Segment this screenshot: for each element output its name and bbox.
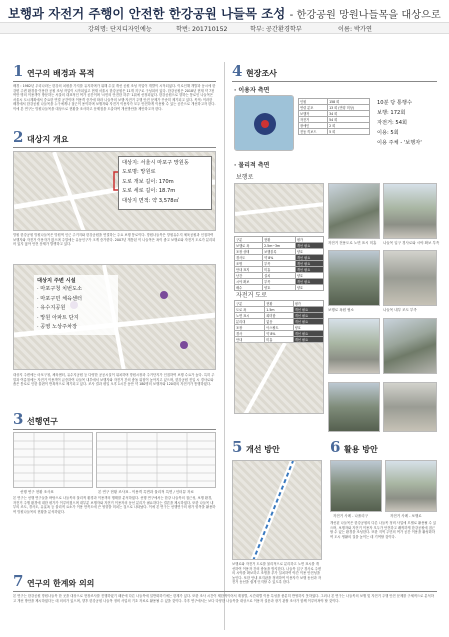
improvement-plan-graphic (233, 461, 322, 560)
table-cell: 2.5m~3m (263, 243, 296, 249)
paragraph: 망원 한강공원 망원나들목은 망원역 인근 주거지와 한강공원을 연결하는 주요 보행 통로이다. 망원나들목은 망원유수지 체육공원과 인접하여 보행자와 자전거 이용자가 많으며 주말에는 유동인구가 크게 증가한다. 2007년 개통된 이 나들목은 폭이 좁고 보행로와 자전거 도로가 분리되어 있지 않아 안전 문제가 발생하고 있다. (13, 233, 216, 247)
table-cell: 약 8% (263, 255, 296, 261)
table-cell: 미흡 (265, 337, 293, 343)
table-cell: 시야 확보 (235, 279, 263, 285)
section-number: 6 (330, 438, 341, 456)
section-number: 4 (232, 62, 243, 80)
table-cell: 양호 (295, 249, 323, 255)
table-cell: 경사도 (235, 255, 263, 261)
table-cell: 5 회 (328, 129, 370, 135)
caption: 선행 연구 현황 조사표 (20, 490, 54, 494)
table-cell: 난간 (235, 273, 263, 279)
section-title: 대상지 개요 (27, 135, 69, 144)
section-number: 2 (13, 128, 24, 146)
facility-item: · 마포구청 치번도소 (37, 286, 83, 292)
divider (13, 429, 216, 430)
case-photo (330, 460, 382, 512)
paragraph: 배경 : 1982년 우리나라는 한강의 치평을 가지를 유지하며가 위해 수질 개선 공원 조성 작업이 개발이 시작되었다. 이로인해 개발과 동시에 한강변 주변 환경을 이용한 공원 조성 작업이 시작되었고 현재 서울시 한강공원은 11개 지구로 구성되어 있다. 한강공원은 2018년 현재 약 7천여만 명의 이용객이 방문하는 서울의 대표적인 여가 공간이며 '시민의 안전한 하루' 1위에 선정되었다. 한강공원으로 향하는 통로인 나들목은 서울시 도시계획에서 중요한 연결 공간이며 이용객 증가에 따라 나들목의 보행·자전거 주행 안전 문제가 꾸준히 제기되고 있다. 목적: 이러한 배경에서 한강공원 나들목을 누구에게나 접근이 용이하며 보행자와 자전거 이용자가 모두 안전하게 이용할 수 있는 공간으로 개선하고자 한다. 이에 본 연구는 망원나들목을 대상으로 현황을 조사하고 문제점을 도출하여 개선방안을 제안하고자 한다. (13, 84, 216, 111)
table-cell: 부족 (263, 279, 296, 285)
traffic-stat: 이용: 5회 (377, 130, 399, 136)
site-summary-road: 도로명: 망원로 (122, 169, 156, 176)
caption: 자전거 사례 - 나폴리구 (333, 514, 369, 518)
section-title: 개선 방안 (246, 445, 280, 454)
department: 학부: 공간환경학부 (250, 26, 302, 33)
table-cell: 구분 (235, 301, 265, 307)
table-cell: 조명 (235, 261, 263, 267)
prior-study-table-image (13, 432, 93, 488)
table-cell: 양호 (293, 325, 323, 331)
poster-title: 보행과 자전거 주행이 안전한 한강공원 나들목 조성 - 한강공원 망원나들목을 대상으로 (8, 6, 441, 21)
site-photo (383, 250, 437, 306)
table-cell: 개선 필요 (295, 243, 323, 249)
table-cell: 평가 (295, 237, 323, 243)
caption: 자전거 사례 - 보행로 (390, 514, 422, 518)
walkway-map (234, 183, 324, 233)
survey-table-graphic (97, 433, 216, 488)
paragraph: 개선된 나들목은 한강공원의 다른 나들목 정비 사업에 모델로 활용될 수 있으며, 보행자와 자전거 이용자 모두가 안전하고 쾌적하게 한강공원에 접근할 수 있는 환경을 조성한다. 또한 지역 주민의 여가 공간 이용을 활성화하여 도시 생활의 질을 높이는 데 기여할 것이다. (330, 521, 437, 539)
traffic-stat: 10분 당 통행수 (377, 100, 412, 106)
table-cell: 도로 폭 (235, 307, 265, 313)
bike-road-heading: 자전거 도로 (236, 292, 267, 299)
paragraph: 대상지 주변에는 마포구청, 체육센터, 유수지공원 등 다양한 공공시설이 위치하며 망원시장과 주거단지가 인접하여 보행 수요가 높다. 특히 주말과 여름철에는 자전거 이용객이 급증하여 나들목 내부에서 보행자와 자전거 간의 충돌 위험이 높아지고 있으며, 한강공원 진입 시 경사로와 좁은 통로로 인한 불편이 반복적으로 제기되고 있다. 조사 결과 평일 오후 1시간 동안 약 180명의 보행자와 120대의 자전거가 통행하였다. (13, 373, 215, 387)
section-number: 7 (13, 572, 24, 590)
table-cell: 개선 필요 (295, 267, 323, 273)
user-count-table (298, 98, 370, 135)
site-location-map (234, 95, 294, 151)
divider (13, 81, 216, 82)
table-cell: 양호 (295, 285, 323, 291)
table-cell: 없음 (265, 319, 293, 325)
photo-caption: 보행로 폭원 협소 (328, 308, 354, 312)
table-cell: 포장 (235, 325, 265, 331)
traffic-stat: 자전거: 54회 (377, 120, 408, 126)
divider (232, 81, 437, 82)
table-cell: 구분 (235, 237, 263, 243)
section-title: 현장조사 (246, 69, 277, 78)
facilities-legend (34, 275, 118, 335)
facility-item: · 유수지공원 (37, 305, 66, 311)
table-cell: 경사 (235, 331, 265, 337)
section-number: 5 (232, 438, 243, 456)
site-photo (383, 382, 437, 432)
traffic-stat: 보행: 172회 (377, 110, 406, 116)
photo-caption: 나들목 입구 경사로와 시야 확보 부족 (383, 241, 440, 245)
photo-caption: 자전거 전용도로 노면 표시 미흡 (328, 241, 377, 245)
bike-road-table (234, 300, 324, 343)
walkway-heading: 보행로 (236, 174, 254, 181)
table-cell: 보행자 (299, 111, 328, 117)
table-cell: 노면 표시 (235, 313, 265, 319)
table-cell: 개선 필요 (293, 319, 323, 325)
photo-caption: 나들목 내부 조도 부족 (383, 308, 417, 312)
student-name: 이름: 박가연 (338, 26, 372, 33)
site-summary-area: 대상지 면적: 약 3,578㎡ (122, 197, 179, 204)
bike-road-map-graphic (235, 343, 324, 414)
section-number: 1 (13, 62, 24, 80)
divider (13, 147, 216, 148)
section-title: 선행연구 (27, 417, 58, 426)
subheading: · 이용자 측면 (234, 87, 270, 94)
site-summary-length: 도로 개보 길이: 170m (122, 178, 174, 185)
subheading: · 물리적 측면 (234, 162, 270, 169)
section-title: 연구의 배경과 목적 (27, 69, 95, 78)
table-cell: 보행블록 (263, 249, 296, 255)
table-cell: 개선 필요 (293, 337, 323, 343)
site-photo (328, 250, 380, 306)
table-cell: 158 회 (328, 99, 370, 105)
traffic-stats (374, 96, 438, 148)
table-cell: 34 회 (328, 111, 370, 117)
table-cell: 보행로 폭 (235, 243, 263, 249)
site-photo (383, 318, 437, 374)
site-photo (328, 318, 380, 374)
paragraph: 본 연구는 한강공원 망원나들목 한 곳을 대상으로 현장조사를 진행하였기 때문에 다른 나들목에 일반화하기에는 한계가 있다. 또한 조사 시간이 제한적이어서 계절별, 시간대별 이용 특성을 충분히 반영하지 못하였다. 그러나 본 연구는 나들목의 보행 및 자전거 주행 안전 문제를 구체적으로 분석하고 개선 방안을 제시하였다는 데 의의가 있으며, 향후 한강공원 나들목 정비 사업의 기초 자료로 활용될 수 있을 것이다. 추후 연구에서는 보다 다양한 나들목을 대상으로 이용자 설문과 장기 관찰 조사가 함께 이루어져야 할 것이다. (13, 594, 434, 603)
table-cell: 연령 분포 (299, 105, 328, 111)
walkway-table (234, 236, 324, 291)
table-cell: 개선 필요 (293, 313, 323, 319)
table-cell: 54 회 (328, 117, 370, 123)
table-cell: 희미함 (265, 313, 293, 319)
table-cell: 장애인 (299, 123, 328, 129)
table-cell: 포장 상태 (235, 249, 263, 255)
table-row (299, 129, 370, 135)
survey-table-image (96, 432, 216, 488)
prior-study-table-graphic (14, 433, 93, 488)
site-photo (328, 382, 380, 432)
section-number: 3 (13, 410, 24, 428)
table-cell: 배수 (235, 285, 263, 291)
table-cell: 인원 (299, 99, 328, 105)
facility-item: · 공영 노상주차장 (37, 324, 78, 330)
section-title: 활용 방안 (344, 445, 378, 454)
table-cell: 2 회 (328, 123, 370, 129)
table-cell: 아스팔트 (265, 325, 293, 331)
divider (13, 591, 437, 592)
table-cell: 개선 필요 (293, 331, 323, 337)
facilities-title: 대상지 주변 시설 (37, 278, 76, 284)
paragraph: 본 연구는 선행 연구들을 바탕으로 나들목의 물리적 환경과 이용객의 행태를 분석하였다. 선행 연구에서는 한강 나들목의 접근성, 보행 환경, 자전거 주행 환경에 대한 평가가 이루어졌으며 대부분 보행자와 자전거 이용자의 동선 분리가 필요하다는 결론을 제시하였다. 또한 나들목 내부의 조도, 경사도, 유효폭 등 물리적 요소가 이용 만족도에 큰 영향을 미치는 것으로 나타났다. 이에 본 연구는 선행연구의 평가 항목을 활용하여 망원나들목의 현황을 분석하였다. (13, 496, 216, 514)
table-cell: 전동 킥보드 (299, 129, 328, 135)
table-cell: 현황 (265, 301, 293, 307)
table-cell: 양호 (295, 273, 323, 279)
improvement-plan-map (232, 460, 322, 560)
table-cell: 자전거 (299, 117, 328, 123)
table-cell: 개선 필요 (295, 279, 323, 285)
student-id: 학번: 201710152 (176, 26, 228, 33)
course-info: 강의명: 단지디자인예능 (88, 26, 152, 33)
case-photo (385, 460, 437, 512)
site-summary-location: 대상지: 서울시 마포구 망원동 (122, 160, 189, 166)
table-cell: 현황 (263, 237, 296, 243)
table-cell: 개선 필요 (295, 261, 323, 267)
table-cell: 평가 (293, 301, 323, 307)
bike-road-map (234, 342, 324, 414)
table-cell: 양호 (263, 285, 296, 291)
site-summary-box (118, 156, 212, 210)
site-photo (328, 183, 380, 239)
table-cell: 안내 (235, 337, 265, 343)
table-cell: 미흡 (263, 267, 296, 273)
table-cell: 13 회 (연령 미상) (328, 105, 370, 111)
site-photo (383, 183, 437, 239)
caption: 본 연구 현황 조사표 - 이용객 특면과 물리적 특면 / 인터뷰 자료 (98, 490, 194, 494)
site-location-graphic (235, 96, 294, 151)
table-cell: 개선 필요 (295, 255, 323, 261)
table-cell: 약 8% (265, 331, 293, 337)
table-cell: 설치 (263, 273, 296, 279)
table-cell: 1.5m (265, 307, 293, 313)
walkway-map-graphic (235, 184, 324, 233)
facility-item: · 마포구민 체육센터 (37, 295, 83, 302)
site-summary-width: 도로 세로 길이: 18.7m (122, 188, 176, 195)
section-title: 연구의 한계와 의의 (27, 579, 95, 588)
facility-item: · 망원 아파트 단지 (37, 314, 79, 321)
table-cell: 안내 표지 (235, 267, 263, 273)
table-cell: 개선 필요 (293, 307, 323, 313)
table-cell: 분리대 (235, 319, 265, 325)
column-divider (224, 62, 225, 630)
paragraph: 보행로와 자전거 도로를 물리적으로 분리하고 노면 표시를 개선하여 이용자 간의 충돌을 방지한다. 나들목 입구 경사로 주변의 시야를 확보하고 조명을 추가 설치하여 야간 이용 안전성을 높인다. 또한 안내 표지판을 정비하여 이용자가 보행 동선과 자전거 동선을 쉽게 인지할 수 있도록 한다. (232, 562, 322, 584)
table-cell: 부족 (263, 261, 296, 267)
traffic-stat: 이용 주체 - '보행자' (377, 140, 422, 146)
